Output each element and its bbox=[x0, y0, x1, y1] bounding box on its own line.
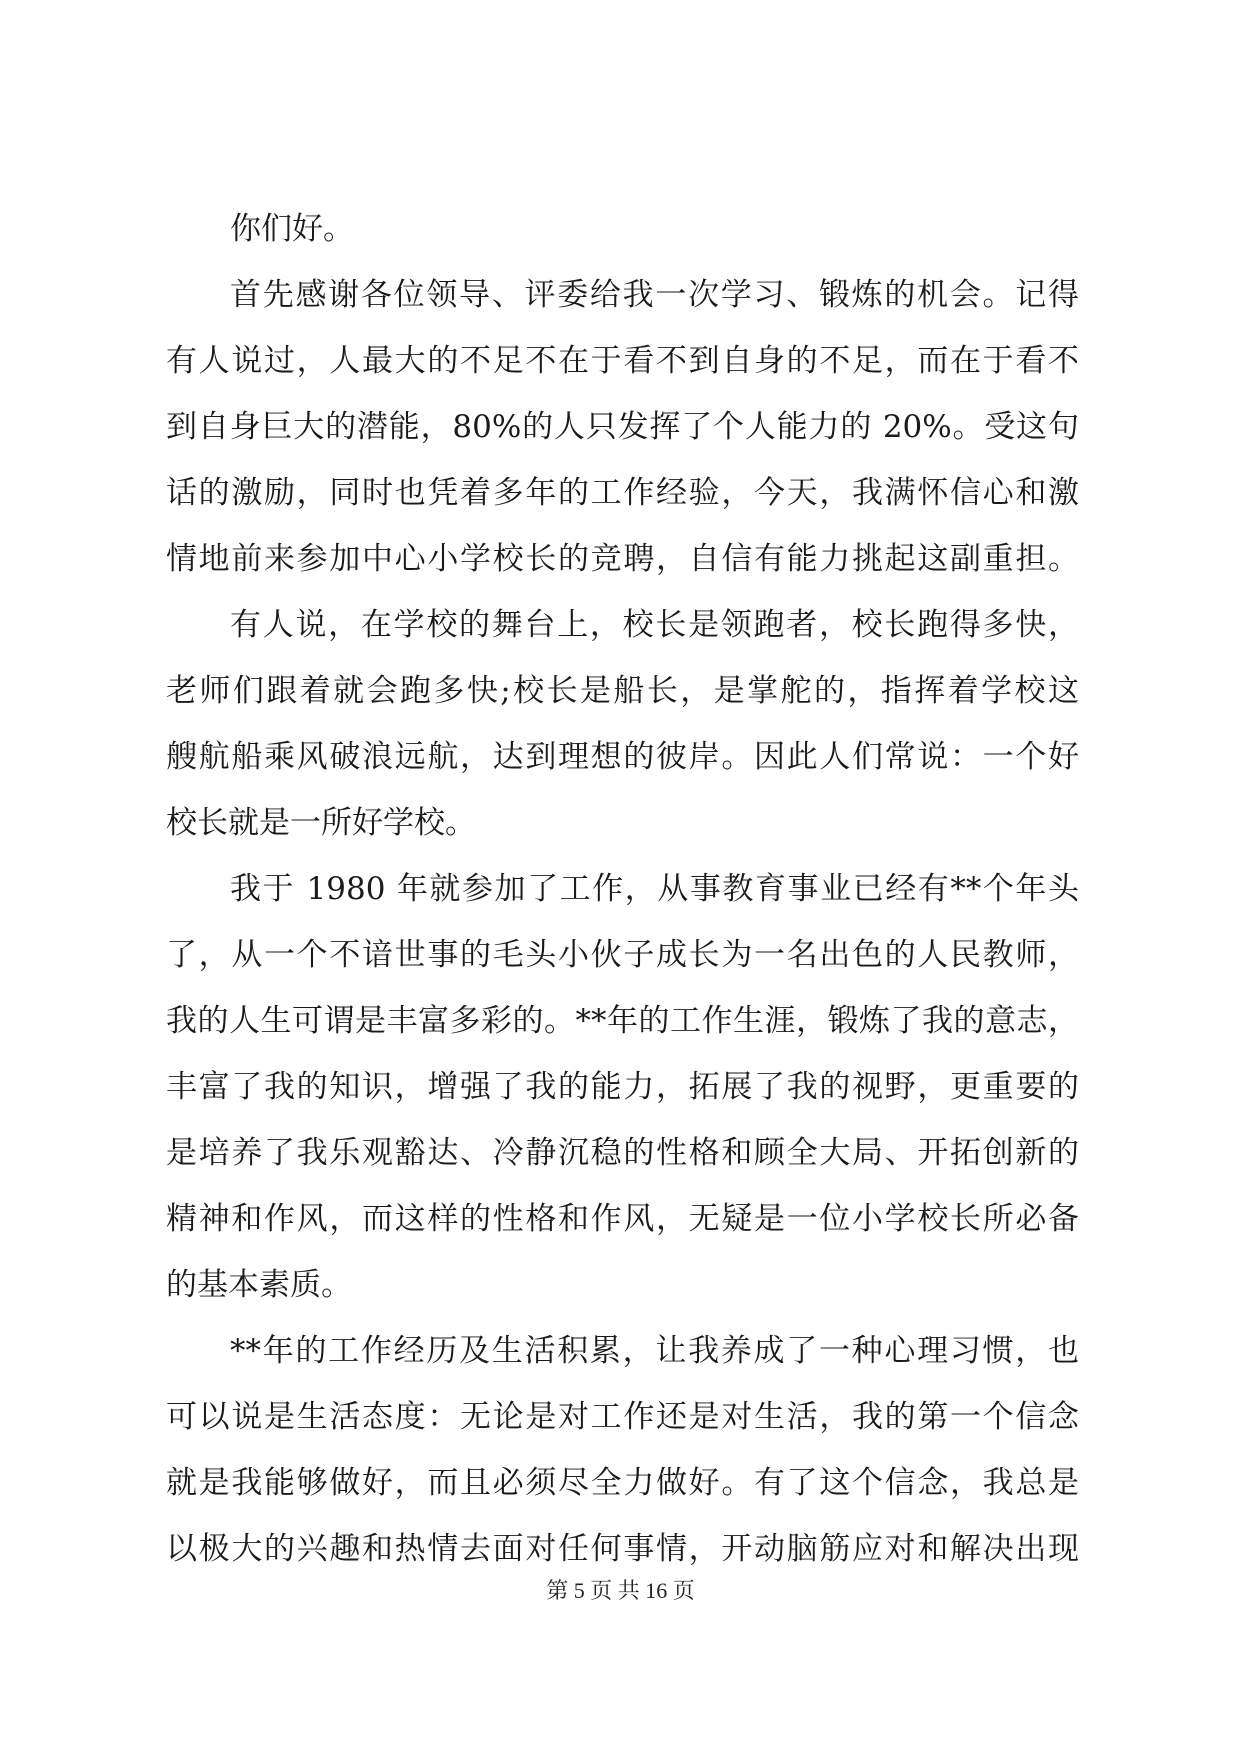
paragraph-first-line: **年的工作经历及生活积累，让我养成了一种心理习惯，也 bbox=[230, 1333, 1079, 1369]
text-line: 我的人生可谓是丰富多彩的。**年的工作生涯，锻炼了我的意志， bbox=[166, 1003, 1079, 1039]
text-line: 情地前来参加中心小学校长的竞聘，自信有能力挑起这副重担。 bbox=[166, 541, 1079, 577]
paragraph-first-line: 我于 1980 年就参加了工作，从事教育事业已经有**个年头 bbox=[230, 871, 1079, 907]
paragraph-first-line: 你们好。 bbox=[230, 211, 354, 247]
text-line: 以极大的兴趣和热情去面对任何事情，开动脑筋应对和解决出现 bbox=[166, 1531, 1079, 1567]
paragraph-first-line: 首先感谢各位领导、评委给我一次学习、锻炼的机会。记得 bbox=[230, 277, 1079, 313]
text-line: 艘航船乘风破浪远航，达到理想的彼岸。因此人们常说：一个好 bbox=[166, 739, 1079, 775]
text-line: 有人说过，人最大的不足不在于看不到自身的不足，而在于看不 bbox=[166, 343, 1079, 379]
paragraph-first-line: 有人说，在学校的舞台上，校长是领跑者，校长跑得多快， bbox=[230, 607, 1079, 643]
document-body bbox=[166, 196, 1079, 1582]
page-footer: 第 5 页 共 16 页 bbox=[546, 1578, 695, 1603]
text-line: 的基本素质。 bbox=[166, 1267, 352, 1303]
text-line: 话的激励，同时也凭着多年的工作经验，今天，我满怀信心和激 bbox=[166, 475, 1079, 511]
text-line: 就是我能够做好，而且必须尽全力做好。有了这个信念，我总是 bbox=[166, 1465, 1079, 1501]
text-line: 是培养了我乐观豁达、冷静沉稳的性格和顾全大局、开拓创新的 bbox=[166, 1135, 1079, 1171]
text-line: 校长就是一所好学校。 bbox=[166, 805, 476, 841]
text-line: 丰富了我的知识，增强了我的能力，拓展了我的视野，更重要的 bbox=[166, 1069, 1079, 1105]
text-line: 可以说是生活态度：无论是对工作还是对生活，我的第一个信念 bbox=[166, 1399, 1079, 1435]
text-line: 老师们跟着就会跑多快;校长是船长，是掌舵的，指挥着学校这 bbox=[166, 673, 1079, 709]
text-line: 到自身巨大的潜能，80%的人只发挥了个人能力的 20%。受这句 bbox=[166, 409, 1079, 445]
text-line: 了，从一个不谙世事的毛头小伙子成长为一名出色的人民教师， bbox=[166, 937, 1079, 973]
text-line: 精神和作风，而这样的性格和作风，无疑是一位小学校长所必备 bbox=[166, 1201, 1079, 1237]
